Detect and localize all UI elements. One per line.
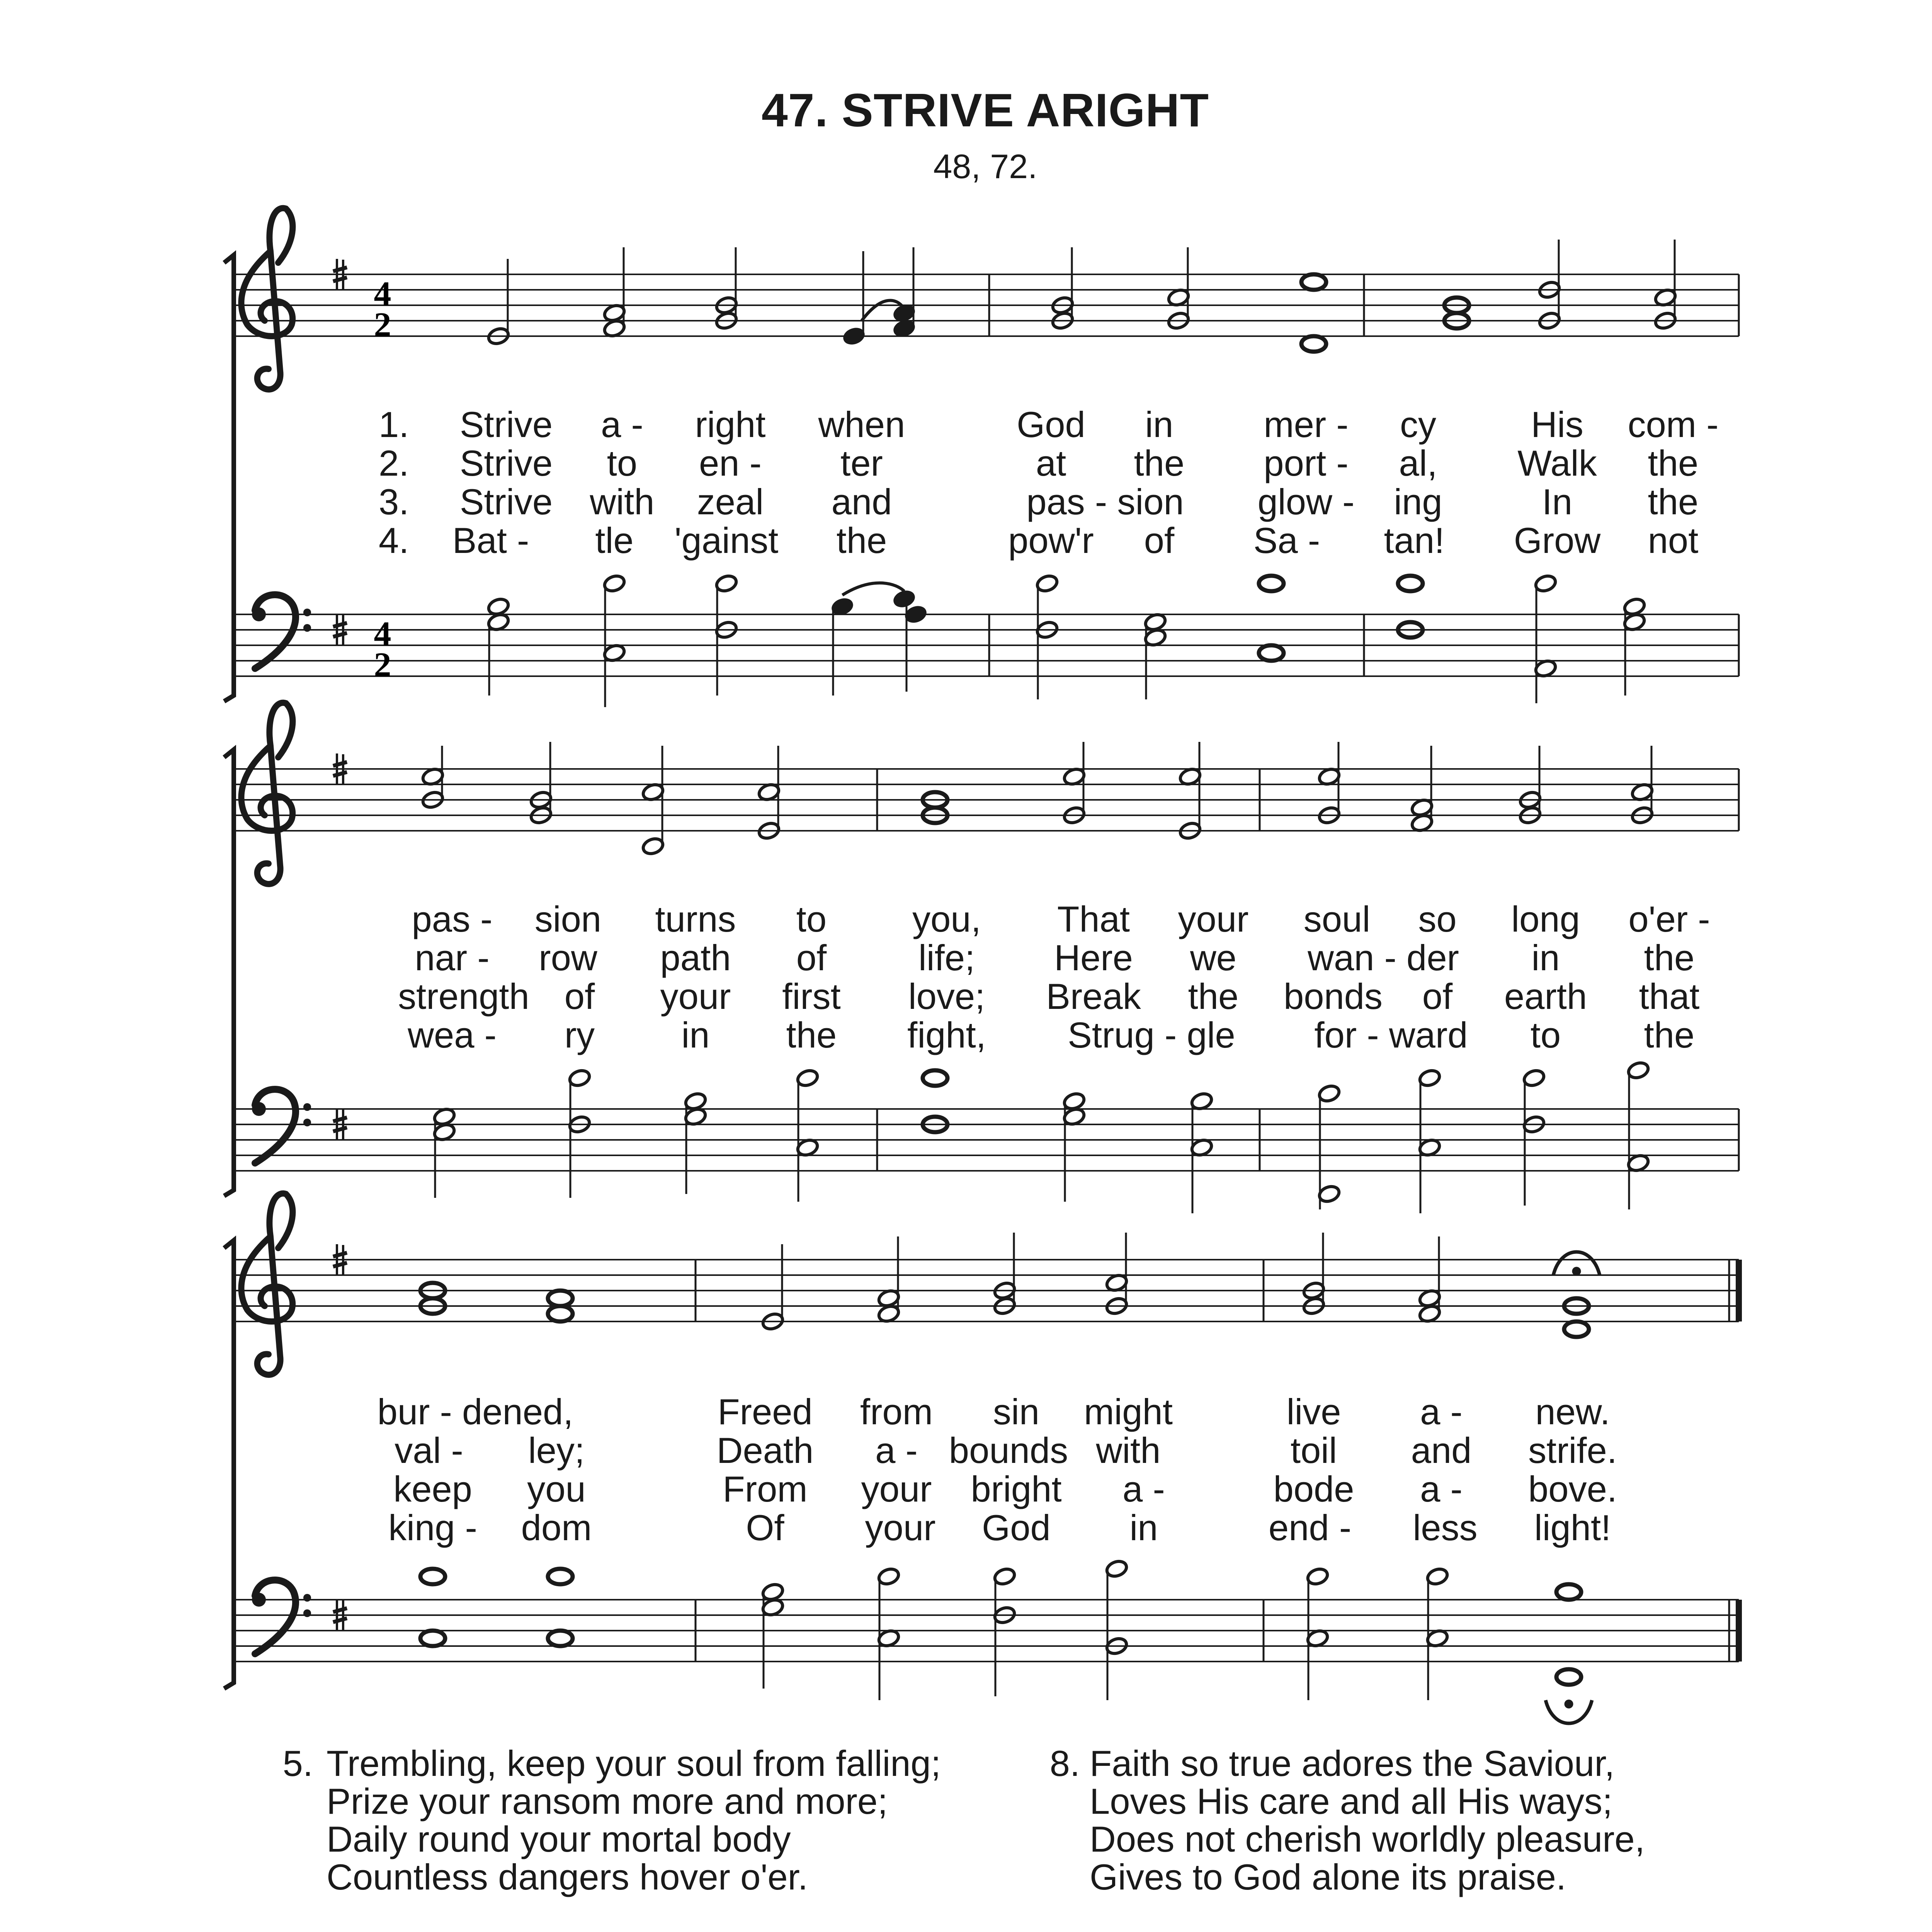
treble-clef-icon <box>241 1194 293 1375</box>
bass-clef-icon <box>252 1580 311 1654</box>
hymn-title: 47. STRIVE ARIGHT <box>761 84 1209 136</box>
system-brace <box>224 255 234 701</box>
svg-text:4: 4 <box>374 275 391 313</box>
svg-text:4: 4 <box>374 615 391 653</box>
treble-staff <box>234 274 1739 336</box>
bass-staff <box>234 1109 1739 1171</box>
system-1 <box>224 208 1739 707</box>
system-brace <box>224 750 234 1196</box>
system-brace <box>224 1240 234 1689</box>
treble-notes <box>486 240 1677 352</box>
tune-reference: 48, 72. <box>933 147 1037 185</box>
treble-staff <box>234 1260 1739 1321</box>
treble-notes <box>421 742 1654 856</box>
verse-5: 5. Trembling, keep your soul from falling; Prize your ransom more and more; Daily round your mortal body Countless dangers hover o'er. <box>282 1743 941 1897</box>
svg-text:2: 2 <box>374 306 391 344</box>
bass-staff <box>234 614 1739 676</box>
treble-clef-icon <box>241 703 293 884</box>
bass-staff <box>234 1600 1739 1662</box>
svg-text:2: 2 <box>374 646 391 684</box>
treble-clef-icon <box>241 208 293 389</box>
bass-notes <box>486 573 1646 707</box>
bass-notes <box>420 1559 1592 1723</box>
bass-clef-icon <box>252 1089 311 1163</box>
treble-staff <box>234 769 1739 831</box>
bass-clef-icon <box>252 595 311 668</box>
verse-8: 8. Faith so true adores the Saviour, Loves His care and all His ways; Does not cherish worldly pleasure, Gives to God alone its praise. <box>1049 1743 1645 1897</box>
bass-notes <box>432 1060 1650 1213</box>
